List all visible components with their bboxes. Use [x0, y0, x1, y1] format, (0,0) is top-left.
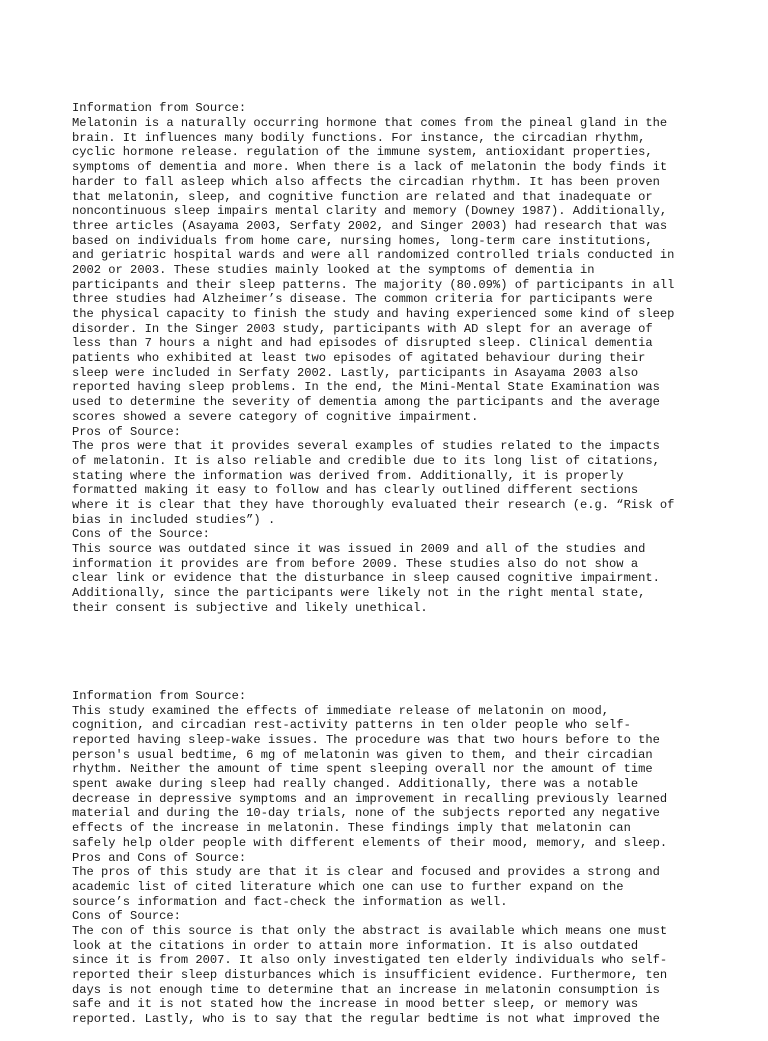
text-line: material and during the 10-day trials, none of the subjects reported any negative [72, 806, 660, 821]
text-line: participants and their sleep patterns. The majority (80.09%) of participants in all [72, 277, 675, 292]
text-line: disorder. In the Singer 2003 study, participants with AD slept for an average of [72, 321, 653, 336]
text-line: spent awake during sleep had really changed. Additionally, there was a notable [72, 777, 639, 792]
text-line: reported. Lastly, who is to say that the regular bedtime is not what improved the [72, 1012, 660, 1027]
section-1 [72, 101, 712, 615]
text-line: safely help older people with different elements of their mood, memory, and sleep. [72, 835, 668, 850]
text-line: Melatonin is a naturally occurring hormone that comes from the pineal gland in the [72, 116, 668, 131]
text-line: Cons of the Source: [72, 527, 210, 542]
text-line: source’s information and fact-check the information as well. [72, 894, 508, 909]
text-line: based on individuals from home care, nursing homes, long-term care institutions, [72, 233, 653, 248]
text-line: the physical capacity to finish the study and having experienced some kind of sleep [72, 307, 675, 322]
text-line: of melatonin. It is also reliable and credible due to its long list of citations, [72, 453, 660, 468]
text-line: cognition, and circadian rest-activity patterns in ten older people who self- [72, 718, 631, 733]
text-line: scores showed a severe category of cognitive impairment. [72, 409, 479, 424]
text-line: Information from Source: [72, 101, 247, 116]
text-line: Pros of Source: [72, 424, 181, 439]
text-line: three studies had Alzheimer’s disease. The common criteria for participants were [72, 292, 653, 307]
text-line: information it provides are from before 2009. These studies also do not show a [72, 556, 639, 571]
text-line: Information from Source: [72, 688, 247, 703]
text-line: safe and it is not stated how the increase in mood better sleep, or memory was [72, 997, 639, 1012]
text-line: reported their sleep disturbances which is insufficient evidence. Furthermore, ten [72, 968, 668, 983]
text-line: person's usual bedtime, 6 mg of melatonin was given to them, and their circadian [72, 747, 653, 762]
section-spacer [72, 645, 712, 660]
text-line: their consent is subjective and likely unethical. [72, 600, 428, 615]
text-line: This source was outdated since it was issued in 2009 and all of the studies and [72, 542, 646, 557]
text-line: three articles (Asayama 2003, Serfaty 2002, and Singer 2003) had research that was [72, 218, 668, 233]
section-2 [72, 689, 712, 1027]
text-line: Additionally, since the participants were likely not in the right mental state, [72, 586, 646, 601]
text-line: and geriatric hospital wards and were all randomized controlled trials conducted in [72, 248, 675, 263]
text-line: effects of the increase in melatonin. These findings imply that melatonin can [72, 821, 631, 836]
text-line: clear link or evidence that the disturbance in sleep caused cognitive impairment. [72, 571, 660, 586]
text-line: The pros of this study are that it is clear and focused and provides a strong and [72, 865, 660, 880]
text-line: decrease in depressive symptoms and an improvement in recalling previously learned [72, 791, 668, 806]
text-line: academic list of cited literature which one can use to further expand on the [72, 879, 624, 894]
document-page [72, 72, 712, 1041]
text-line: that melatonin, sleep, and cognitive function are related and that inadequate or [72, 189, 653, 204]
text-line: brain. It influences many bodily functions. For instance, the circadian rhythm, [72, 130, 646, 145]
text-line: reported having sleep problems. In the end, the Mini-Mental State Examination was [72, 380, 660, 395]
text-line: days is not enough time to determine that an increase in melatonin consumption is [72, 982, 660, 997]
text-line: formatted making it easy to follow and has clearly outlined different sections [72, 483, 639, 498]
text-line: cyclic hormone release. regulation of the immune system, antioxidant properties, [72, 145, 653, 160]
text-line: bias in included studies”) . [72, 512, 276, 527]
text-line: less than 7 hours a night and had episodes of disrupted sleep. Clinical dementia [72, 336, 653, 351]
text-line: look at the citations in order to attain more information. It is also outdated [72, 938, 639, 953]
text-line: Pros and Cons of Source: [72, 850, 247, 865]
text-line: where it is clear that they have thoroughly evaluated their research (e.g. “Risk of [72, 497, 675, 512]
text-line: This study examined the effects of immediate release of melatonin on mood, [72, 703, 610, 718]
text-line: stating where the information was derived from. Additionally, it is properly [72, 468, 624, 483]
text-line: Cons of Source: [72, 909, 181, 924]
text-line: patients who exhibited at least two episodes of agitated behaviour during their [72, 351, 646, 366]
text-line: reported having sleep-wake issues. The procedure was that two hours before to the [72, 733, 660, 748]
text-line: symptoms of dementia and more. When there is a lack of melatonin the body finds it [72, 160, 668, 175]
text-line: since it is from 2007. It also only investigated ten elderly individuals who self- [72, 953, 668, 968]
text-line: harder to fall asleep which also affects the circadian rhythm. It has been proven [72, 174, 660, 189]
text-line: used to determine the severity of dementia among the participants and the average [72, 395, 660, 410]
text-line: The pros were that it provides several examples of studies related to the impacts [72, 439, 660, 454]
text-line: noncontinuous sleep impairs mental clarity and memory (Downey 1987). Additionally, [72, 204, 668, 219]
text-line: sleep were included in Serfaty 2002. Lastly, participants in Asayama 2003 also [72, 365, 639, 380]
text-line: 2002 or 2003. These studies mainly looked at the symptoms of dementia in [72, 262, 595, 277]
text-line: rhythm. Neither the amount of time spent sleeping overall nor the amount of time [72, 762, 653, 777]
text-line: The con of this source is that only the abstract is available which means one must [72, 923, 668, 938]
